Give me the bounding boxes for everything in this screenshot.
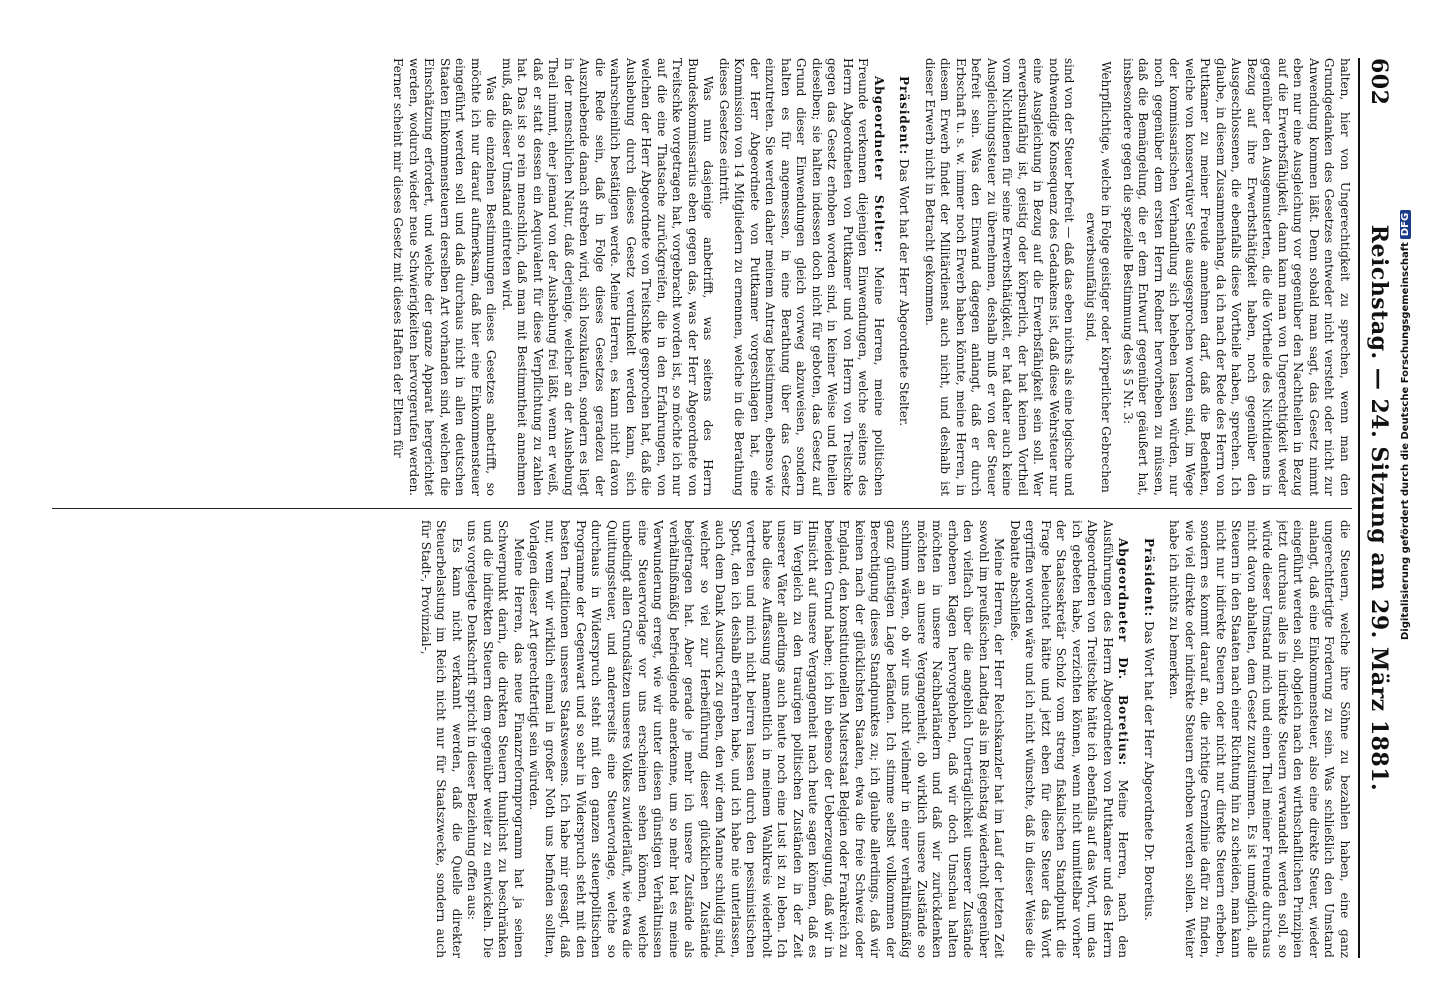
quotation: Wehrpflichtige, welche in Folge geistiger oder körperlicher Gebrechen erwerbsunfähig sind, <box>1084 61 1114 493</box>
paragraph: Was nun dasjenige anbetrifft, was seitens des Herrn Bundeskommissarius eben gegen das, was der Herr Abgeordnete von Treitschke vorgetragen hat, vorgebracht worden ist, so möchte ich nur auf die eine Thatsache zurückgreifen, die in den Erfahrungen, von welchen der Herr Abgeordnete von Treitschke gesprochen hat, daß die Aushebung durch dieses Gesetz verdunkelt werden kann, sich wahrscheinlich bestätigen werde. Meine Herren, es kann nicht davon die Rede sein, daß in Folge dieses Gesetzes geradezu der Auszuhebende danach streben wird, sich loszukaufen, sondern es liegt in der menschlichen Natur, daß derjenige, welcher an der Aushebung Theil nimmt, eher jemand von der Aushebung frei läßt, wenn er weiß, daß er statt dessen ein Aequivalent für diese Verpflichtung zu zahlen hat. Das ist so rein menschlich, daß man mit Bestimmtheit annehmen muß, daß dieser Umstand eintreten wird. <box>500 58 716 496</box>
paragraph: sind von der Steuer befreit — daß das eben nichts als eine logische und nothwendige Konsequenz des Gedankens ist, daß diese Wehrsteuer nur eine Ausgleichung in Bezug auf die Erwerbsfähigkeit sein soll. Wer erwerbsunfähig ist, geistig oder körperlich, der hat keinen Vortheil vom Nichtdienen für seine Erwerbsthätigkeit, er hat daher auch keine Ausgleichungssteuer zu übernehmen, deshalb muß er von der Steuer befreit sein. Was den Einwand dagegen anlangt, daß er durch Erbschaft u. s. w. immer noch Erwerb haben könnte, meine Herren, in diesem Erwerb findet der Militärdienst auch nicht, und deshalb ist dieser Erwerb nicht in Betracht gekommen. <box>923 58 1077 496</box>
column-divider <box>52 508 1352 509</box>
president-label: Präsident: <box>1142 538 1156 618</box>
president-text: Das Wort hat der Herr Abgeordnete Stelter. <box>897 159 912 427</box>
paragraph: die Steuern, welche ihre Söhne zu bezahlen haben, eine ganz ungerechtfertigte Forderung zu sein. Was schließlich den Umstand anlangt, daß eine Einkommensteuer, also eine direkte Steuer, wieder eingeführt werden soll, obgleich nach den wirthschaftlichen Prinzipien jetzt durchaus alles in indirekte Steuern verwandelt werden soll, so würde dieser Umstand mich und einen Theil meiner Freunde durchaus nicht davon abhalten, dem Gesetz zuzustimmen. Es ist unmöglich, alle Steuern in den Staaten nach einer Richtung hin zu scheiden, man kann nicht nur indirekte Steuern oder nicht nur direkte Steuern erheben, sondern es kommt darauf an, die richtige Grenzlinie dafür zu finden, wie viel direkte oder indirekte Steuern erhoben werden sollen. Weiter habe ich nichts zu bemerken. <box>1167 520 1352 958</box>
header-rule <box>1358 58 1360 958</box>
speaker-paragraph <box>1007 520 1131 958</box>
speaker-label: Abgeordneter Stelter: <box>872 76 886 254</box>
president-label: Präsident: <box>897 76 912 156</box>
right-column <box>42 520 1352 958</box>
speaker-label: Abgeordneter Dr. Boretius: <box>1116 538 1131 767</box>
quotation: Es kann nicht verkannt werden, daß die Quelle direkter Steuerbelastung im Reich nicht nur für Staatszwecke, sondern auch für Stadt-, Provinzial-, <box>419 520 464 958</box>
paragraph: Was die einzelnen Bestimmungen dieses Gesetzes anbetrifft, so möchte ich nur darauf aufmerksam, daß hier eine Einkommensteuer eingeführt werden soll und daß durchaus nicht in allen deutschen Staaten Einkommensteuern derselben Art vorhanden sind, welchen die Einschätzung erfordert, und welche der ganze Apparat hergerichtet werden, wodurch wieder neue Schwierigkeiten hervorgerufen werden. Ferner scheint mir dieses Gesetz mit dieses Haften der Eltern für <box>391 58 499 496</box>
speaker-paragraph <box>716 58 887 496</box>
speaker-text: Meine Herren, meine politischen Freunde verkennen diejenigen Einwendungen, welche seitens des Herrn Abgeordneten von Puttkamer und von Herrn von Treitschke gegen das Gesetz erhoben worden sind, in keiner Weise und theilen dieselben; sie halten indessen doch nicht für geboten, das Gesetz auf Grund dieser Einwendungen gleich vorweg abzuweisen, sondern halten es für angemessen, in eine Berathung über das Gesetz einzutreten. Sie werden daher meinem Antrag beistimmen, ebenso wie der Herr Abgeordnete von Puttkamer vorgeschlagen hat, eine Kommission von 14 Mitgliedern zu ernennen, welche in die Berathung dieses Gesetzes eintritt. <box>717 58 886 496</box>
dfg-logo: DFG <box>1400 210 1411 239</box>
page-header <box>1362 58 1394 958</box>
speaker-text: Meine Herren, nach den Ausführungen des Herrn Abgeordneten von Puttkamer und des Herrn Abgeordneten von Treitschke hätte ich ebenfalls auf das Wort, um das ich gebeten habe, verzichten können, wenn nicht unmittelbar vorher der Staatssekretär Scholz vom streng fiskalischen Standpunkt die Frage beleuchtet hätte und jetzt eben für diese Steuer das Wort ergriffen worden wäre und ich nicht wünschte, daß in dieser Weise die Debatte abschließe. <box>1008 520 1131 958</box>
paragraph: Meine Herren, das neue Finanzreformprogramm hat ja seinen Schwerpunkt darin, die direkten Steuern thunlichst zu beschränken und die indirekten Steuern dem gegenüber weiter zu entwickeln. Die uns vorgelegte Denkschrift spricht in dieser Beziehung offen aus: <box>465 520 526 958</box>
page-content <box>34 58 1394 958</box>
page-title: Reichstag. — 24. Sitzung am 29. März 1881. <box>1366 224 1392 792</box>
president-text: Das Wort hat der Herr Abgeordnete Dr. Boretius. <box>1142 621 1156 921</box>
digitization-credit <box>1400 210 1411 640</box>
page-number: 602 <box>1366 58 1392 106</box>
president-statement <box>1141 520 1157 958</box>
paragraph: halten, hier von Ungerechtigkeit zu sprechen, wenn man den Grundgedanken des Gesetzes entweder nicht versteht oder nicht zur Anwendung kommen läßt. Denn sobald man sagt, das Gesetz nimmt eben nur eine Ausgleichung vor gegenüber den Nachtheilen in Bezug auf die Erwerbsfähigkeit, dann kann man von Ungerechtigkeit weder gegenüber den Ausgemusterten, die die Vortheile des Nichtdienens in Bezug auf ihre Erwerbsthätigkeit haben, noch gegenüber den Ausgeschlossenen, die ebenfalls diese Vortheile haben, sprechen. Ich glaube, in diesem Zusammenhang, da ich nach der Rede des Herrn von Puttkamer zu meiner Freude annehmen darf, daß die Bedenken, welche von konservativer Seite ausgesprochen worden sind, im Wege der kommissarischen Verhandlung sich beheben lassen würden, nur noch gegenüber dem ersten Herrn Redner hervorheben zu müssen, daß die Bemängelung, die er dem Entwurf gegenüber geäußert hat, insbesondere gegen die spezielle Bestimmung des § 5 Nr. 3: <box>1121 58 1352 496</box>
president-statement <box>896 58 912 496</box>
credit-text: Digitalisierung gefördert durch die Deutsche Forschungsgemeinschaft <box>1400 242 1411 640</box>
paragraph: Meine Herren, der Herr Reichskanzler hat im Lauf der letzten Zeit sowohl im preußischen Landtag als im Reichstag wiederholt gegenüber den vielfach über die angeblich Unerträglichkeit unserer Zustände erhobenen Klagen hervorgehoben, daß wir doch Umschau halten möchten in unsere Nachbarländern und daß wir zurückdenken möchten an unsere Vergangenheit, ob wirklich unsere Zustände so schlimm wären, ob wir uns nicht vielmehr in einer verhältnißmäßig ganz günstigen Lage befänden. Ich stimme selbst vollkommen der Berechtigung dieses Standpunktes zu; ich glaube allerdings, daß wir keinen nach der glücklichsten Staaten, etwa die freie Schweiz oder England, den konstitutionellen Musterstaat Belgien oder Frankreich zu beneiden Grund haben; ich bin ebenso der Ueberzeugung, daß wir in Hinsicht auf unsere Vergangenheit nach heute sagen können, daß es im Vergleich zu den traurigen politischen Zuständen in der Zeit unserer Väter allerdings auch heute noch eine Lust ist zu leben. Ich habe diese Auffassung namentlich in meinem Wahlkreis wiederholt vertreten und mich nicht beirren lassen durch den pessimistischen Spott, den ich deshalb erfahren habe, und ich habe nie unterlassen, auch dem Dank Ausdruck zu geben, den wir dem Manne schuldig sind, welcher so viel zur Herbeiführung dieser glücklichen Zustände beigetragen hat. Aber gerade je mehr ich unsere Zustände als verhältnißmäßig befriedigende anerkenne, um so mehr hat es meine Verwunderung erregt, wie wir unter diesen günstigen Verhältnissen eine Steuervorlage vor uns erscheinen sehen können, welche unbedingt allen Grundsätzen unseres Volkes zuwiderläuft, wie etwa die Quittungssteuer, und andererseits eine Steuervorlage, welche so durchaus in Widerspruch steht mit den ganzen steuerpolitischen Programme der Gegenwart und so sehr in Widerspruch steht mit den besten Traditionen unseres Staatswesens. Ich habe mir gesagt, daß nur, wenn wir wirklich einmal in großer Noth uns befinden sollten, Vorlagen dieser Art gerechtfertigt sein würden. <box>527 520 1007 958</box>
left-column <box>42 58 1352 496</box>
